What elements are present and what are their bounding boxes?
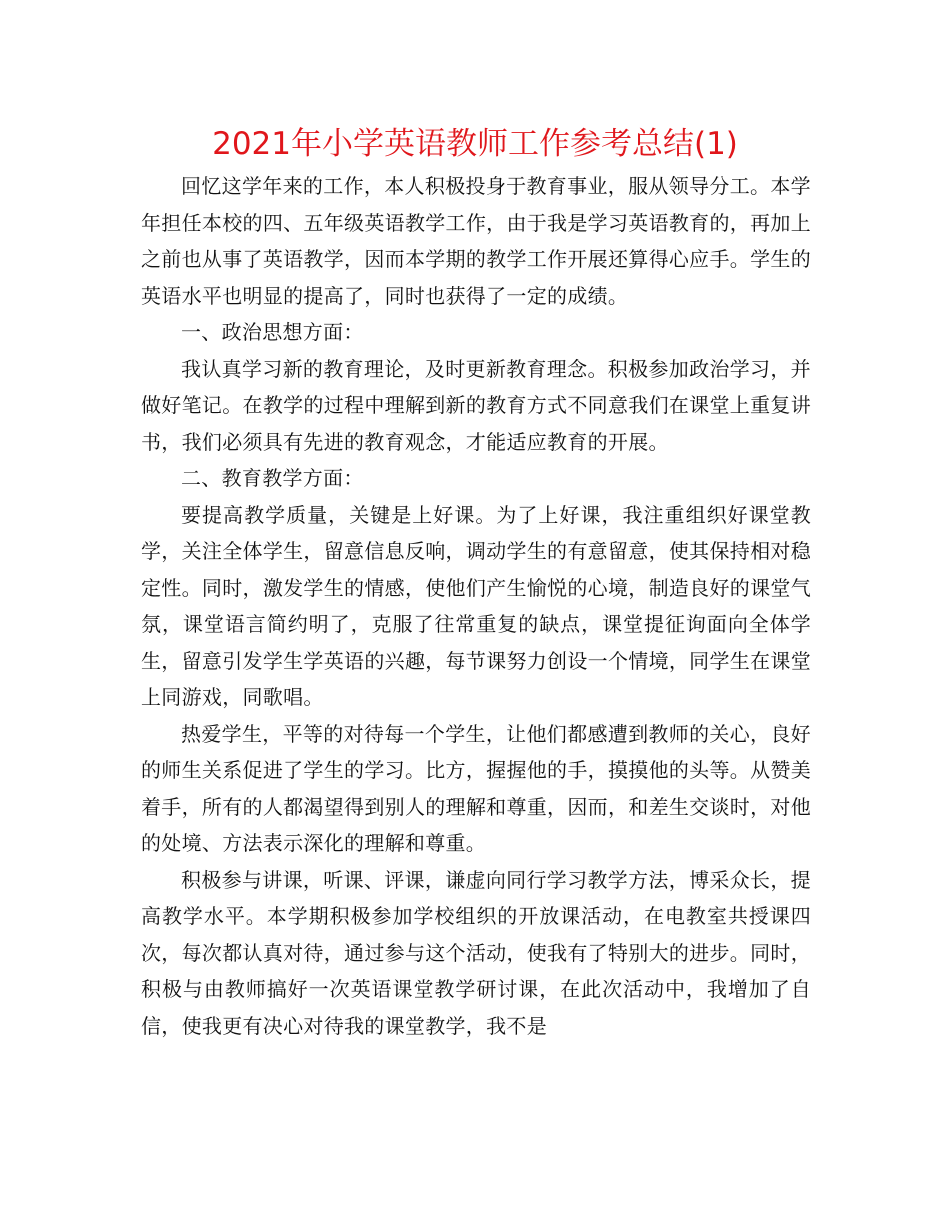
paragraph-love-students: 热爱学生，平等的对待每一个学生，让他们都感遭到教师的关心，良好的师生关系促进了学生的学习。比方，握握他的手，摸摸他的头等。从赞美着手，所有的人都渴望得到别人的理解和尊重，因而，和差生交谈时，对他的处境、方法表示深化的理解和尊重。 [141,721,811,855]
paragraph-teaching-quality: 要提高教学质量，关键是上好课。为了上好课，我注重组织好课堂教学，关注全体学生，留意信息反响，调动学生的有意留意，使其保持相对稳定性。同时，激发学生的情感，使他们产生愉悦的心境，制造良好的课堂气氛，课堂语言简约明了，克服了往常重复的缺点，课堂提征询面向全体学生，留意引发学生学英语的兴趣，每节课努力创设一个情境，同学生在课堂上同游戏，同歌唱。 [141,502,811,709]
document-title: 2021年小学英语教师工作参考总结(1) [212,126,738,162]
paragraph-intro: 回忆这学年来的工作，本人积极投身于教育事业，服从领导分工。本学年担任本校的四、五年级英语教学工作，由于我是学习英语教育的，再加上之前也从事了英语教学，因而本学期的教学工作开展还算得心应手。学生的英语水平也明显的提高了，同时也获得了一定的成绩。 [141,174,811,308]
paragraph-politics: 我认真学习新的教育理论，及时更新教育理念。积极参加政治学习，并做好笔记。在教学的过程中理解到新的教育方式不同意我们在课堂上重复讲书，我们必须具有先进的教育观念，才能适应教育的开展。 [141,356,811,454]
document-body [141,168,811,1044]
section-heading-teaching: 二、教育教学方面： [181,466,364,490]
section-heading-politics: 一、政治思想方面： [181,320,364,344]
paragraph-lecture-participation: 积极参与讲课，听课、评课，谦虚向同行学习教学方法，博采众长，提高教学水平。本学期积极参加学校组织的开放课活动，在电教室共授课四次，每次都认真对待，通过参与这个活动，使我有了特别大的进步。同时，积极与由教师搞好一次英语课堂教学研讨课，在此次活动中，我增加了自信，使我更有决心对待我的课堂教学，我不是 [141,867,811,1038]
